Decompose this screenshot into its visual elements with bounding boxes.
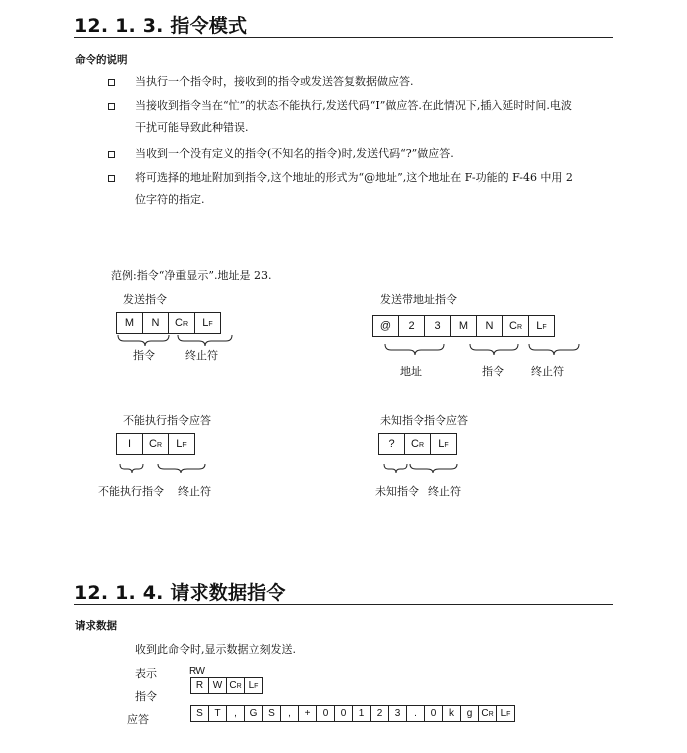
code-cell: g: [460, 705, 479, 722]
code-cell: N: [142, 312, 169, 334]
label-command: 指令: [482, 365, 504, 378]
code-cell: L F: [194, 312, 221, 334]
label-terminator: 终止符: [531, 365, 564, 378]
code-cell: R: [190, 677, 209, 694]
row-label-display: 表示: [135, 667, 157, 680]
brace-terminator: [158, 464, 205, 473]
rw-response-frame: [190, 705, 515, 722]
subheading-command-description: 命令的说明: [75, 54, 128, 66]
example-caption: 范例:指令“净重显示”.地址是 23.: [111, 269, 272, 282]
code-cell: 0: [424, 705, 443, 722]
brace-command: [118, 335, 169, 346]
code-cell: 3: [388, 705, 407, 722]
code-cell: M: [450, 315, 477, 337]
code-cell: 3: [424, 315, 451, 337]
bullet-4-line-1: 将可选择的地址附加到指令,这个地址的形式为“@地址”,这个地址在 F-功能的 F-46 中用 2: [135, 171, 573, 184]
brace-terminator: [529, 344, 579, 355]
code-cell: C R: [404, 433, 431, 455]
code-cell: L F: [244, 677, 263, 694]
brace-terminator: [410, 464, 457, 473]
code-cell: ,: [226, 705, 245, 722]
code-cell: .: [406, 705, 425, 722]
label-terminator: 终止符: [185, 349, 218, 362]
code-cell: 0: [334, 705, 353, 722]
subheading-request-data: 请求数据: [75, 620, 117, 632]
code-cell: G: [244, 705, 263, 722]
section-heading-command-mode: 12. 1. 3. 指令模式: [74, 15, 248, 37]
code-cell: C R: [502, 315, 529, 337]
row-label-response: 应答: [127, 713, 149, 726]
code-cell: L F: [430, 433, 457, 455]
code-cell: 0: [316, 705, 335, 722]
cannot-execute-frame: [116, 433, 195, 455]
code-cell: N: [476, 315, 503, 337]
code-cell: k: [442, 705, 461, 722]
code-cell: C R: [142, 433, 169, 455]
code-cell: L F: [168, 433, 195, 455]
brace-cannot-execute: [120, 464, 143, 473]
section-heading-request-data: 12. 1. 4. 请求数据指令: [74, 582, 286, 604]
code-cell: L F: [496, 705, 515, 722]
rw-command-frame: [190, 677, 263, 694]
brace-terminator: [178, 335, 232, 346]
brace-command: [470, 344, 518, 355]
label-command: 指令: [133, 349, 155, 362]
label-unknown: 未知指令: [375, 485, 419, 498]
brace-address: [385, 344, 444, 355]
code-cell: 2: [370, 705, 389, 722]
bullet-2-line-1: 当接收到指令当在“忙”的状态不能执行,发送代码“I”做应答.在此情况下,插入延时时间.电波: [135, 99, 572, 112]
code-cell: W: [208, 677, 227, 694]
heading-rule: [74, 604, 613, 605]
display-code: RW: [189, 666, 205, 677]
example-cannot-execute-title: 不能执行指令应答: [123, 414, 211, 427]
bullet-1-line-1: 当执行一个指令时，接收到的指令或发送答复数据做应答.: [135, 75, 414, 88]
code-cell: C R: [226, 677, 245, 694]
unknown-command-frame: [378, 433, 457, 455]
bullet-3-line-1: 当收到一个没有定义的指令(不知名的指令)时,发送代码“?”做应答.: [135, 147, 454, 160]
code-cell: @: [372, 315, 399, 337]
code-cell: I: [116, 433, 143, 455]
send-address-frame: [372, 315, 555, 337]
example-unknown-title: 未知指令指令应答: [380, 414, 468, 427]
example-send-command-title: 发送指令: [123, 293, 167, 306]
label-terminator: 终止符: [178, 485, 211, 498]
code-cell: C R: [478, 705, 497, 722]
row-label-command: 指令: [135, 690, 157, 703]
label-address: 地址: [400, 365, 422, 378]
label-cannot-execute: 不能执行指令: [98, 485, 164, 498]
code-cell: M: [116, 312, 143, 334]
code-cell: S: [190, 705, 209, 722]
code-cell: ,: [280, 705, 299, 722]
label-terminator: 终止符: [428, 485, 461, 498]
bullet-2-line-2: 干扰可能导致此种错误.: [135, 121, 249, 134]
bullet-4-line-2: 位字符的指定.: [135, 193, 205, 206]
code-cell: +: [298, 705, 317, 722]
code-cell: C R: [168, 312, 195, 334]
brace-unknown: [384, 464, 407, 473]
request-data-description: 收到此命令时,显示数据立刻发送.: [135, 643, 296, 656]
code-cell: L F: [528, 315, 555, 337]
code-cell: ?: [378, 433, 405, 455]
code-cell: T: [208, 705, 227, 722]
code-cell: 2: [398, 315, 425, 337]
code-cell: S: [262, 705, 281, 722]
code-cell: 1: [352, 705, 371, 722]
example-send-address-title: 发送带地址指令: [380, 293, 457, 306]
